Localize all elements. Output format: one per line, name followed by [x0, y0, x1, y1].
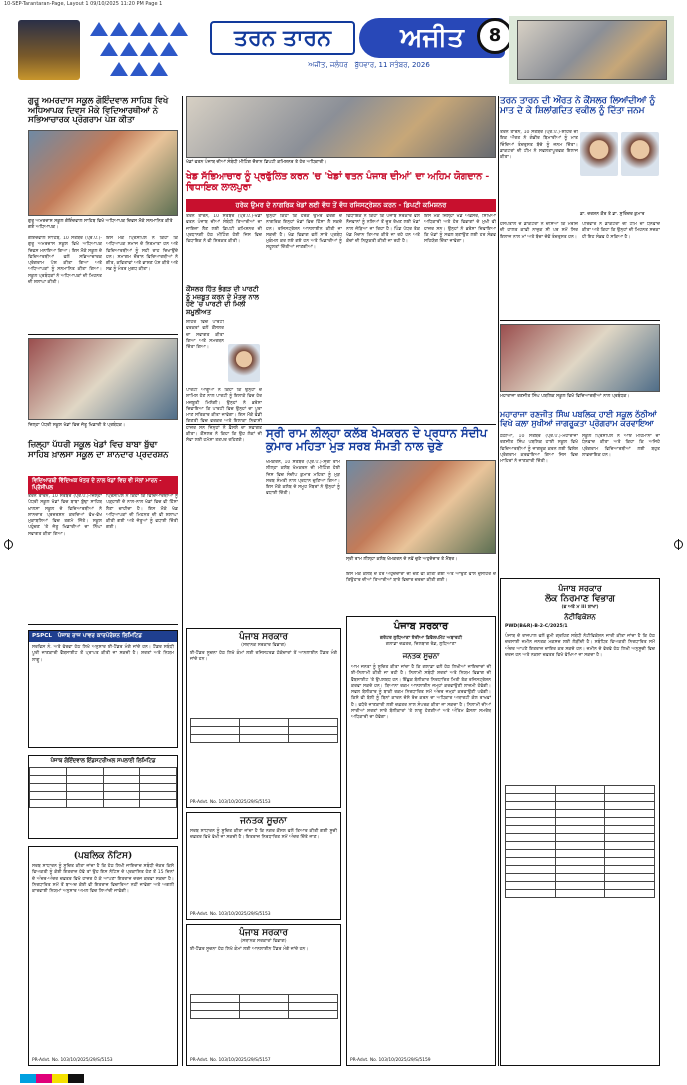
masthead-left-decor — [14, 16, 192, 84]
right-mid-body-b: ਸਕੂਲ ਪ੍ਰਿੰਸੀਪਲ ਨੇ ਆਏ ਮਹਿਮਾਨਾਂ ਦਾ ਧੰਨਵਾਦ ਕੀਤਾ ਅਤੇ ਕਿਹਾ ਕਿ ਅਜਿਹੇ ਪ੍ਰੋਗਰਾਮ ਵਿਦਿਆਰਥੀਆਂ ਲਈ ਬਹੁਤ ਲਾਭਦਾਇਕ ਹਨ। — [582, 434, 660, 458]
pwd-notification-ad: ਪੰਜਾਬ ਸਰਕਾਰ ਲੋਕ ਨਿਰਮਾਣ ਵਿਭਾਗ (ਭ ਅਤੇ ਮ III ਸ਼ਾਖਾ) ਨੋਟੀਫਿਕੇਸ਼ਨ PWD(B&R)-B-2-C/2025/1 ਪੰਜਾਬ ਦੇ ਰਾਜਪਾਲ ਵਲੋਂ ਭੂਮੀ ਗ੍ਰਹਿਣ ਸਬੰਧੀ ਨੋਟੀਫਿਕੇਸ਼ਨ ਜਾਰੀ ਕੀਤਾ ਜਾਂਦਾ ਹੈ ਕਿ ਹੇਠ ਦਰਸਾਈ ਜ਼ਮੀਨ ਜਨਤਕ ਮਕਸਦ ਲਈ ਲੋੜੀਂਦੀ ਹੈ। ਸਬੰਧਿਤ ਵਿਅਕਤੀ ਨਿਰਧਾਰਿਤ ਸਮੇਂ ਅੰਦਰ ਆਪਣੇ ਇਤਰਾਜ਼ ਦਾਇਰ ਕਰ ਸਕਦੇ ਹਨ। ਜ਼ਮੀਨ ਦੇ ਵੇਰਵੇ ਹੇਠ ਲਿਖੀ ਅਨੁਸੂਚੀ ਵਿਚ ਦਰਜ ਹਨ ਅਤੇ ਨਕਸ਼ਾ ਦਫ਼ਤਰ ਵਿਖੇ ਵੇਖਿਆ ਜਾ ਸਕਦਾ ਹੈ। — [500, 578, 660, 1066]
color-bar — [68, 1074, 84, 1083]
masthead-right-decor — [509, 16, 674, 84]
doctor-portrait-1 — [580, 132, 618, 176]
center-side-story: ਕੌਂਸਲਰ ਹਿੱਤ ਭੰਗੜ ਦੀ ਪਾਰਟੀ ਨੂੰ ਮਜ਼ਬੂਤ ਕਰਨ ਦੇ ਮੰਤਵ ਨਾਲ ਹੋਏ 'ਚ ਪਾਰਟੀ ਦੀ ਮਿਲੀ ਸ਼ਮੂਲੀਅਤ — [186, 285, 259, 316]
center-headline: ਖੇਡ ਸੱਭਿਆਚਾਰ ਨੂੰ ਪ੍ਰਫੁੱਲਿਤ ਕਰਨ 'ਚ 'ਖੇਡਾਂ ਵਤਨ ਪੰਜਾਬ ਦੀਆਂ' ਦਾ ਅਹਿਮ ਯੋਗਦਾਨ - ਵਿਧਾਇਕ ਲਾਲਪੁਰਾ — [186, 171, 490, 193]
temple-photo — [18, 20, 80, 80]
right-top-body-a: ਤਰਨ ਤਾਰਨ, 10 ਸਤੰਬਰ (ਪ੍ਰ.ਪ.)-ਸ਼ਹਿਰ ਦੀ ਇਕ ਔਰਤ ਨੇ ਗੰਭੀਰ ਬਿਮਾਰੀਆਂ ਨੂੰ ਮਾਤ ਦਿੰਦਿਆਂ ਤੰਦਰੁਸਤ ਬੱਚੇ ਨੂੰ ਜਨਮ ਦਿੱਤਾ। ਡਾਕਟਰਾਂ ਦੀ ਟੀਮ ਨੇ ਸਫਲਤਾਪੂਰਵਕ ਇਲਾਜ ਕੀਤਾ। — [500, 130, 578, 161]
councillor-portrait — [228, 344, 260, 382]
right-mid-caption: ਮਹਾਰਾਜਾ ਰਣਜੀਤ ਸਿੰਘ ਪਬਲਿਕ ਸਕੂਲ ਵਿਖੇ ਵਿਦਿਆਰਥੀਆਂ ਨਾਲ ਪ੍ਰਬੰਧਕ। — [500, 394, 630, 399]
color-bar — [52, 1074, 68, 1083]
pspcl-ad: PSPCL ਪੰਜਾਬ ਰਾਜ ਪਾਵਰ ਕਾਰਪੋਰੇਸ਼ਨ ਲਿਮਿਟਿਡ ਸਰਵਿਸ ਨੰ. ਅਤੇ ਵੇਰਵਾ ਹੇਠ ਲਿਖੇ ਅਨੁਸਾਰ ਈ-ਟੈਂਡਰ ਮੰਗੇ ਜਾਂਦੇ ਹਨ। ਟੈਂਡਰ ਸਬੰਧੀ ਪੂਰੀ ਜਾਣਕਾਰੀ ਵੈੱਬਸਾਈਟ ਤੋਂ ਪ੍ਰਾਪਤ ਕੀਤੀ ਜਾ ਸਕਦੀ ਹੈ। ਸ਼ਰਤਾਂ ਅਤੇ ਨਿਯਮ ਲਾਗੂ। — [28, 630, 178, 748]
registration-mark-left — [4, 540, 13, 549]
pwd-table — [505, 785, 655, 898]
industrial-table-ad: ਪੰਜਾਬ ਗੋਇੰਦਵਾਲ ਇੰਡਸਟਰੀਅਲ ਸਪਲਾਈ ਲਿਮਿਟਿਡ — [28, 755, 178, 839]
right-top-body-c: ਪਰਿਵਾਰ ਨੇ ਡਾਕਟਰਾਂ ਦੀ ਟੀਮ ਦਾ ਧੰਨਵਾਦ ਕੀਤਾ ਅਤੇ ਕਿਹਾ ਕਿ ਉਨ੍ਹਾਂ ਦੀ ਮਿਹਨਤ ਸਦਕਾ ਹੀ ਇਹ ਸੰਭਵ ਹੋ ਸਕਿਆ ਹੈ। — [582, 222, 660, 240]
building-photo — [517, 20, 667, 80]
center-body-e: ਪਾਰਟੀ ਆਗੂਆਂ ਨੇ ਕਿਹਾ ਕਿ ਉਨ੍ਹਾਂ ਦੇ ਸ਼ਾਮਿਲ ਹੋਣ ਨਾਲ ਪਾਰਟੀ ਨੂੰ ਇਲਾਕੇ ਵਿਚ ਹੋਰ ਮਜ਼ਬੂਤੀ ਮਿਲੇਗੀ। ਉਨ੍ਹਾਂ ਨੇ ਭਰੋਸਾ ਦਿਵਾਇਆ ਕਿ ਪਾਰਟੀ ਵਿਚ ਉਨ੍ਹਾਂ ਦਾ ਪੂਰਾ ਮਾਣ ਸਤਿਕਾਰ ਕੀਤਾ ਜਾਵੇਗਾ। ਇਸ ਮੌਕੇ ਵੱਡੀ ਗਿਣਤੀ ਵਿਚ ਵਰਕਰ ਅਤੇ ਇਲਾਕਾ ਨਿਵਾਸੀ ਹਾਜ਼ਰ ਸਨ ਜਿਨ੍ਹਾਂ ਨੇ ਫ਼ੈਸਲੇ ਦਾ ਸਵਾਗਤ ਕੀਤਾ। ਕੌਂਸਲਰ ਨੇ ਕਿਹਾ ਕਿ ਉਹ ਲੋਕਾਂ ਦੀ ਸੇਵਾ ਲਈ ਹਮੇਸ਼ਾ ਤਤਪਰ ਰਹਿਣਗੇ। — [186, 388, 262, 444]
page-number: 8 — [477, 18, 513, 54]
school-event-photo — [500, 324, 660, 392]
registration-mark-right — [674, 540, 683, 549]
ramlila-caption: ਸ੍ਰੀ ਰਾਮ ਲੀਲ੍ਹਾ ਕਲੱਬ ਖੇਮਕਰਨ ਦੇ ਨਵੇਂ ਚੁਣੇ ਅਹੁਦੇਦਾਰ ਤੇ ਮੈਂਬਰ। — [346, 557, 458, 562]
left-mid-caption: ਜ਼ਿਲ੍ਹਾ ਪੱਧਰੀ ਸਕੂਲ ਖੇਡਾਂ ਵਿਚ ਜੇਤੂ ਖਿਡਾਰੀ ਤੇ ਪ੍ਰਬੰਧਕ। — [28, 423, 126, 428]
right-mid-body-a: ਠੱਠੀਆਂ, 10 ਸਤੰਬਰ (ਪ੍ਰ.ਪ.)-ਮਹਾਰਾਜਾ ਰਣਜੀਤ ਸਿੰਘ ਪਬਲਿਕ ਹਾਈ ਸਕੂਲ ਵਿਖੇ ਵਿਦਿਆਰਥੀਆਂ ਨੂੰ ਜਾਗਰੂਕ ਕਰਨ ਲਈ ਵਿਸ਼ੇਸ਼ ਪ੍ਰੋਗਰਾਮ ਕਰਵਾਇਆ ਗਿਆ ਜਿਸ ਵਿਚ ਮਾਹਿਰਾਂ ਨੇ ਜਾਣਕਾਰੀ ਦਿੱਤੀ। — [500, 434, 578, 465]
doctor-portrait-2 — [621, 132, 659, 176]
dateline: ਅਜੀਤ, ਜਲੰਧਰ ਬੁੱਧਵਾਰ, 11 ਸਤੰਬਰ, 2026 — [308, 61, 430, 69]
meeting-photo — [186, 96, 496, 158]
color-bar — [20, 1074, 36, 1083]
masthead — [14, 16, 674, 84]
ramlila-headline: ਸ੍ਰੀ ਰਾਮ ਲੀਲ੍ਹਾ ਕਲੱਬ ਖੇਮਕਰਨ ਦੇ ਪ੍ਰਧਾਨ ਸੰਦੀਪ ਕੁਮਾਰ ਮਹਿਤਾ ਮੁੜ ਸਰਬ ਸੰਮਤੀ ਨਾਲ ਚੁਣੇ — [266, 426, 488, 454]
paper-logo: ਅਜੀਤ — [359, 18, 505, 58]
right-top-headline: ਤਰਨ ਤਾਰਨ ਦੀ ਔਰਤ ਨੇ ਕੌਂਸਲਰ ਲਿਆਂਦੀਆਂ ਨੂੰ ਮਾਤ ਦੇ ਕੇ ਸ਼ਿਲਾਂਗਦਿਤ ਵਕੀਲ ਨੂੰ ਦਿੱਤਾ ਜਨਮ — [500, 96, 656, 117]
ramlila-body-a: ਖੇਮਕਰਨ, 10 ਸਤੰਬਰ (ਪ੍ਰ.ਪ.)-ਸ੍ਰੀ ਰਾਮ ਲੀਲ੍ਹਾ ਕਲੱਬ ਖੇਮਕਰਨ ਦੀ ਮੀਟਿੰਗ ਹੋਈ ਜਿਸ ਵਿਚ ਸੰਦੀਪ ਕੁਮਾਰ ਮਹਿਤਾ ਨੂੰ ਮੁੜ ਸਰਬ ਸੰਮਤੀ ਨਾਲ ਪ੍ਰਧਾਨ ਚੁਣਿਆ ਗਿਆ। ਇਸ ਮੌਕੇ ਕਲੱਬ ਦੇ ਸਮੂਹ ਮੈਂਬਰਾਂ ਨੇ ਉਨ੍ਹਾਂ ਨੂੰ ਵਧਾਈ ਦਿੱਤੀ। — [266, 460, 340, 497]
punjab-sarkar-ad-1: ਪੰਜਾਬ ਸਰਕਾਰ (ਸਥਾਨਕ ਸਰਕਾਰ ਵਿਭਾਗ) ਈ-ਟੈਂਡਰ ਸੂਚਨਾ ਹੇਠ ਲਿਖੇ ਕੰਮਾਂ ਲਈ ਰਜਿਸਟਰਡ ਠੇਕੇਦਾਰਾਂ ਤੋਂ ਆਨਲਾਈਨ ਟੈਂਡਰ ਮੰਗੇ ਜਾਂਦੇ ਹਨ। PR-Advt. No. 103/10/2025/29/S/5153 — [186, 628, 341, 808]
sports-group-photo — [28, 338, 178, 420]
center-side-body: ਸ਼ਹਿਰ ਵਿਚ ਪਾਰਟੀ ਵਰਕਰਾਂ ਵਲੋਂ ਕੌਂਸਲਰ ਦਾ ਸਵਾਗਤ ਕੀਤਾ ਗਿਆ ਅਤੇ ਸਮਰਥਨ ਦਿੱਤਾ ਗਿਆ। — [186, 320, 224, 351]
ad-table — [29, 767, 177, 808]
center-body-c: ਵਿਧਾਇਕ ਨੇ ਕਿਹਾ ਕਿ ਪੰਜਾਬ ਸਰਕਾਰ ਵਲੋਂ ਨੌਜਵਾਨਾਂ ਨੂੰ ਨਸ਼ਿਆਂ ਤੋਂ ਦੂਰ ਰੱਖਣ ਲਈ ਖੇਡਾਂ ਨਾਲ ਜੋੜਿਆ ਜਾ ਰਿਹਾ ਹੈ। ਪਿੰਡ ਪੱਧਰ ਤੱਕ ਖੇਡ ਮੈਦਾਨ ਤਿਆਰ ਕੀਤੇ ਜਾ ਰਹੇ ਹਨ ਅਤੇ ਕੋਚਾਂ ਦੀ ਨਿਯੁਕਤੀ ਕੀਤੀ ਜਾ ਰਹੀ ਹੈ। — [346, 214, 420, 245]
ramlila-group-photo — [346, 460, 496, 554]
ramlila-body-b: ਇਸ ਮੌਕੇ ਕਲੱਬ ਦੇ ਹੋਰ ਅਹੁਦੇਦਾਰਾਂ ਦੀ ਚੋਣ ਵੀ ਕੀਤੀ ਗਈ ਅਤੇ ਆਉਣ ਵਾਲੇ ਦੁਸਹਿਰੇ ਦੇ ਤਿਉਹਾਰ ਦੀਆਂ ਤਿਆਰੀਆਂ ਬਾਰੇ ਵਿਚਾਰ ਚਰਚਾ ਕੀਤੀ ਗਈ। — [346, 572, 496, 584]
color-bar — [36, 1074, 52, 1083]
left-mid-body-a: ਤਰਨ ਤਾਰਨ, 10 ਸਤੰਬਰ (ਪ੍ਰ.ਪ.)-ਜ਼ਿਲ੍ਹਾ ਪੱਧਰੀ ਸਕੂਲ ਖੇਡਾਂ ਵਿਚ ਬਾਬਾ ਬੁੱਢਾ ਸਾਹਿਬ ਖ਼ਾਲਸਾ ਸਕੂਲ ਦੇ ਵਿਦਿਆਰਥੀਆਂ ਨੇ ਸ਼ਾਨਦਾਰ ਪ੍ਰਦਰਸ਼ਨ ਕਰਦਿਆਂ ਵੱਖ-ਵੱਖ ਮੁਕਾਬਲਿਆਂ ਵਿਚ ਤਗਮੇ ਜਿੱਤੇ। ਸਕੂਲ ਪਹੁੰਚਣ 'ਤੇ ਜੇਤੂ ਖਿਡਾਰੀਆਂ ਦਾ ਨਿੱਘਾ ਸਵਾਗਤ ਕੀਤਾ ਗਿਆ। — [28, 494, 102, 537]
right-mid-headline: ਮਹਾਰਾਜਾ ਰਣਜੀਤ ਸਿੰਘ ਪਬਲਿਕ ਹਾਈ ਸਕੂਲ ਠੱਠੀਆਂ ਵਿਖੇ ਕਲਾ ਸੁਖੀਆਂ ਜਾਗਰੂਕਤਾ ਪ੍ਰੋਗਰਾਮ ਕਰਵਾਇਆ — [500, 409, 657, 429]
left-top-headline: ਗੁਰੂ ਅਮਰਦਾਸ ਸਕੂਲ ਗੋਇੰਦਵਾਲ ਸਾਹਿਬ ਵਿਖੇ ਅਧਿਆਪਕ ਦਿਵਸ ਮੌਕੇ ਵਿਦਿਆਰਥੀਆਂ ਨੇ ਸਭਿਆਚਾਰਕ ਪ੍ਰੋਗਰਾਮ ਪੇਸ਼ ਕੀਤਾ — [28, 95, 169, 125]
ad-table-2 — [190, 994, 338, 1019]
center-redbar: ਹਰੇਕ ਉਮਰ ਦੇ ਨਾਗਰਿਕ ਖੇਡਾਂ ਲਈ ਵੱਧ ਤੋਂ ਵੱਧ ਰਜਿਸਟ੍ਰੇਸ਼ਨ ਕਰਨ - ਡਿਪਟੀ ਕਮਿਸ਼ਨਰ — [186, 199, 496, 212]
page-slug: 10-SEP-Tarantaran-Page, Layout 1 09/10/2025 11:20 PM Page 1 — [4, 1, 163, 7]
left-mid-body-b: ਪ੍ਰਿੰਸੀਪਲ ਨੇ ਕਿਹਾ ਕਿ ਵਿਦਿਆਰਥੀਆਂ ਨੂੰ ਪੜ੍ਹਾਈ ਦੇ ਨਾਲ-ਨਾਲ ਖੇਡਾਂ ਵਿਚ ਵੀ ਹਿੱਸਾ ਲੈਣਾ ਚਾਹੀਦਾ ਹੈ। ਇਸ ਮੌਕੇ ਖੇਡ ਅਧਿਆਪਕਾਂ ਦੀ ਮਿਹਨਤ ਦੀ ਵੀ ਸ਼ਲਾਘਾ ਕੀਤੀ ਗਈ ਅਤੇ ਜੇਤੂਆਂ ਨੂੰ ਵਧਾਈ ਦਿੱਤੀ ਗਈ। — [106, 494, 178, 531]
center-body-d: ਇਸ ਮੌਕੇ ਜ਼ਿਲ੍ਹਾ ਖੇਡ ਅਫ਼ਸਰ, ਸਿੱਖਿਆ ਅਧਿਕਾਰੀ ਅਤੇ ਹੋਰ ਵਿਭਾਗਾਂ ਦੇ ਮੁਖੀ ਵੀ ਹਾਜ਼ਰ ਸਨ। ਉਨ੍ਹਾਂ ਨੇ ਭਰੋਸਾ ਦਿਵਾਇਆ ਕਿ ਖੇਡਾਂ ਨੂੰ ਸਫਲ ਬਣਾਉਣ ਲਈ ਹਰ ਸੰਭਵ ਸਹਿਯੋਗ ਦਿੱਤਾ ਜਾਵੇਗਾ। — [424, 214, 496, 245]
glada-ad: ਪੰਜਾਬ ਸਰਕਾਰ ਗਰੇਟਰ ਲੁਧਿਆਣਾ ਏਰੀਆ ਡਿਵੈਲਪਮੈਂਟ ਅਥਾਰਟੀ ਗਲਾਡਾ ਦਫ਼ਤਰ, ਦਿਲਬਾਗ ਰੋਡ, ਲੁਧਿਆਣਾ ਜਨਤਕ ਸੂਚਨਾ ਆਮ ਜਨਤਾ ਨੂੰ ਸੂਚਿਤ ਕੀਤਾ ਜਾਂਦਾ ਹੈ ਕਿ ਗਲਾਡਾ ਵਲੋਂ ਹੇਠ ਲਿਖੀਆਂ ਜਾਇਦਾਦਾਂ ਦੀ ਈ-ਨਿਲਾਮੀ ਕੀਤੀ ਜਾ ਰਹੀ ਹੈ। ਨਿਲਾਮੀ ਸਬੰਧੀ ਸ਼ਰਤਾਂ ਅਤੇ ਨਿਯਮ ਵਿਭਾਗ ਦੀ ਵੈੱਬਸਾਈਟ 'ਤੇ ਉਪਲਬਧ ਹਨ। ਇੱਛੁਕ ਬੋਲੀਕਾਰ ਨਿਰਧਾਰਿਤ ਮਿਤੀ ਤੱਕ ਰਜਿਸਟ੍ਰੇਸ਼ਨ ਕਰਵਾ ਸਕਦੇ ਹਨ। ਬਿਆਨਾ ਰਕਮ ਆਨਲਾਈਨ ਜਮ੍ਹਾਂ ਕਰਵਾਉਣੀ ਲਾਜ਼ਮੀ ਹੋਵੇਗੀ। ਸਫਲ ਬੋਲੀਕਾਰ ਨੂੰ ਬਾਕੀ ਰਕਮ ਨਿਰਧਾਰਿਤ ਸਮੇਂ ਅੰਦਰ ਜਮ੍ਹਾਂ ਕਰਵਾਉਣੀ ਪਵੇਗੀ। ਕਿਸੇ ਵੀ ਬੋਲੀ ਨੂੰ ਬਿਨਾਂ ਕਾਰਨ ਦੱਸੇ ਰੱਦ ਕਰਨ ਦਾ ਅਧਿਕਾਰ ਅਥਾਰਟੀ ਕੋਲ ਰਾਖਵਾਂ ਹੈ। ਵਧੇਰੇ ਜਾਣਕਾਰੀ ਲਈ ਦਫ਼ਤਰ ਨਾਲ ਸੰਪਰਕ ਕੀਤਾ ਜਾ ਸਕਦਾ ਹੈ। ਨਿਲਾਮੀ ਦੀਆਂ ਸਾਰੀਆਂ ਸ਼ਰਤਾਂ ਸਾਰੇ ਬੋਲੀਕਾਰਾਂ 'ਤੇ ਲਾਗੂ ਹੋਣਗੀਆਂ ਅਤੇ ਅੰਤਿਮ ਫ਼ੈਸਲਾ ਸਮਰੱਥ ਅਧਿਕਾਰੀ ਦਾ ਹੋਵੇਗਾ। PR-Advt. No. 103/10/2025/29/S/5159 — [346, 616, 496, 1066]
left-mid-redbar: ਵਿਦਿਆਰਥੀ ਵਿੱਦਿਅਕ ਖੇਤਰ ਦੇ ਨਾਲ ਖੇਡਾਂ ਵਿਚ ਵੀ ਮੱਲਾਂ ਮਾਰਨ - ਪ੍ਰਿੰਸੀਪਲ — [28, 476, 178, 494]
left-top-body-b: ਇਸ ਮੌਕੇ ਪ੍ਰਿੰਸੀਪਲ ਨੇ ਕਿਹਾ ਕਿ ਅਧਿਆਪਕ ਸਮਾਜ ਦੇ ਨਿਰਮਾਤਾ ਹਨ ਅਤੇ ਵਿਦਿਆਰਥੀਆਂ ਨੂੰ ਸਹੀ ਰਾਹ ਦਿਖਾਉਂਦੇ ਹਨ। ਸਮਾਗਮ ਦੌਰਾਨ ਵਿਦਿਆਰਥੀਆਂ ਨੇ ਗੀਤ, ਕਵਿਤਾਵਾਂ ਅਤੇ ਭਾਸ਼ਣ ਪੇਸ਼ ਕੀਤੇ ਅਤੇ ਸਭ ਨੂੰ ਮੰਤਰ ਮੁਗਧ ਕੀਤਾ। — [106, 236, 178, 273]
masthead-center — [194, 16, 509, 84]
punjab-sarkar-ad-2: ਪੰਜਾਬ ਸਰਕਾਰ (ਸਥਾਨਕ ਸਰਕਾਰਾਂ ਵਿਭਾਗ) ਈ-ਟੈਂਡਰ ਸੂਚਨਾ ਹੇਠ ਲਿਖੇ ਕੰਮਾਂ ਲਈ ਆਨਲਾਈਨ ਟੈਂਡਰ ਮੰਗੇ ਜਾਂਦੇ ਹਨ। PR-Advt. No. 103/10/2025/29/S/5157 — [186, 924, 341, 1066]
right-top-body-b: ਹਸਪਤਾਲ ਦੇ ਡਾਕਟਰਾਂ ਨੇ ਦੱਸਿਆ ਕਿ ਮਰੀਜ਼ ਦੀ ਹਾਲਤ ਕਾਫ਼ੀ ਨਾਜ਼ੁਕ ਸੀ ਪਰ ਸਮੇਂ ਸਿਰ ਇਲਾਜ ਨਾਲ ਮਾਂ ਅਤੇ ਬੱਚਾ ਦੋਵੇਂ ਤੰਦਰੁਸਤ ਹਨ। — [500, 222, 578, 240]
right-top-caption: ਡਾ. ਦਰਸ਼ਨ ਕੌਰ ਤੇ ਡਾ. ਸੁਰਿੰਦਰ ਕੁਮਾਰ — [580, 212, 645, 217]
center-body-a: ਤਰਨ ਤਾਰਨ, 10 ਸਤੰਬਰ (ਪ੍ਰ.ਪ.)-ਖੇਡਾਂ ਵਤਨ ਪੰਜਾਬ ਦੀਆਂ ਸੰਬੰਧੀ ਤਿਆਰੀਆਂ ਦਾ ਜਾਇਜ਼ਾ ਲੈਣ ਲਈ ਡਿਪਟੀ ਕਮਿਸ਼ਨਰ ਦੀ ਪ੍ਰਧਾਨਗੀ ਹੇਠ ਮੀਟਿੰਗ ਹੋਈ ਜਿਸ ਵਿਚ ਵਿਧਾਇਕ ਨੇ ਵੀ ਸ਼ਿਰਕਤ ਕੀਤੀ। — [186, 214, 262, 245]
ad-table-1 — [190, 718, 338, 743]
jantak-suchna-ad: ਜਨਤਕ ਸੂਚਨਾ ਸਰਬ ਸਾਧਾਰਨ ਨੂੰ ਸੂਚਿਤ ਕੀਤਾ ਜਾਂਦਾ ਹੈ ਕਿ ਨਗਰ ਕੌਂਸਲ ਵਲੋਂ ਤਿਆਰ ਕੀਤੀ ਗਈ ਸੂਚੀ ਦਫ਼ਤਰ ਵਿਖੇ ਵੇਖੀ ਜਾ ਸਕਦੀ ਹੈ। ਇਤਰਾਜ਼ ਨਿਰਧਾਰਿਤ ਸਮੇਂ ਅੰਦਰ ਦਿੱਤੇ ਜਾਣ। PR-Advt. No. 103/10/2025/29/S/5153 — [186, 812, 341, 920]
city-name: ਤਰਨ ਤਾਰਨ — [210, 21, 355, 55]
center-body-b: ਉਨ੍ਹਾਂ ਕਿਹਾ ਕਿ ਹਰੇਕ ਉਮਰ ਵਰਗ ਦੇ ਨਾਗਰਿਕ ਇਨ੍ਹਾਂ ਖੇਡਾਂ ਵਿਚ ਹਿੱਸਾ ਲੈ ਸਕਦੇ ਹਨ। ਰਜਿਸਟ੍ਰੇਸ਼ਨ ਆਨਲਾਈਨ ਕੀਤੀ ਜਾ ਸਕਦੀ ਹੈ। ਖੇਡ ਵਿਭਾਗ ਵਲੋਂ ਸਾਰੇ ਪ੍ਰਬੰਧ ਮੁਕੰਮਲ ਕਰ ਲਏ ਗਏ ਹਨ ਅਤੇ ਖਿਡਾਰੀਆਂ ਨੂੰ ਸਹੂਲਤਾਂ ਦਿੱਤੀਆਂ ਜਾਣਗੀਆਂ। — [266, 214, 342, 251]
teachers-group-photo — [28, 130, 178, 216]
left-top-caption: ਗੁਰੂ ਅਮਰਦਾਸ ਸਕੂਲ ਗੋਇੰਦਵਾਲ ਸਾਹਿਬ ਵਿਖੇ ਅਧਿਆਪਕ ਦਿਵਸ ਮੌਕੇ ਸਨਮਾਨਿਤ ਕੀਤੇ ਗਏ ਅਧਿਆਪਕ। — [28, 219, 173, 230]
public-notice-ad: (ਪਬਲਿਕ ਨੋਟਿਸ) ਸਰਬ ਸਾਧਾਰਨ ਨੂੰ ਸੂਚਿਤ ਕੀਤਾ ਜਾਂਦਾ ਹੈ ਕਿ ਹੇਠ ਲਿਖੀ ਜਾਇਦਾਦ ਸਬੰਧੀ ਜੇਕਰ ਕਿਸੇ ਵਿਅਕਤੀ ਨੂੰ ਕੋਈ ਇਤਰਾਜ਼ ਹੋਵੇ ਤਾਂ ਉਹ ਇਸ ਨੋਟਿਸ ਦੇ ਪ੍ਰਕਾਸ਼ਿਤ ਹੋਣ ਤੋਂ 15 ਦਿਨਾਂ ਦੇ ਅੰਦਰ-ਅੰਦਰ ਦਫ਼ਤਰ ਵਿਖੇ ਹਾਜ਼ਰ ਹੋ ਕੇ ਆਪਣਾ ਇਤਰਾਜ਼ ਦਰਜ ਕਰਵਾ ਸਕਦਾ ਹੈ। ਨਿਰਧਾਰਿਤ ਸਮੇਂ ਤੋਂ ਬਾਅਦ ਕੋਈ ਵੀ ਇਤਰਾਜ਼ ਵਿਚਾਰਿਆ ਨਹੀਂ ਜਾਵੇਗਾ ਅਤੇ ਅਗਲੀ ਕਾਰਵਾਈ ਨਿਯਮਾਂ ਅਨੁਸਾਰ ਅਮਲ ਵਿਚ ਲਿਆਂਦੀ ਜਾਵੇਗੀ। PR-Advt. No. 103/10/2025/29/S/5153 — [28, 846, 178, 1066]
left-top-body-a: ਗੋਇੰਦਵਾਲ ਸਾਹਿਬ, 10 ਸਤੰਬਰ (ਪ੍ਰ.ਪ.)-ਗੁਰੂ ਅਮਰਦਾਸ ਸਕੂਲ ਵਿਖੇ ਅਧਿਆਪਕ ਦਿਵਸ ਮਨਾਇਆ ਗਿਆ। ਇਸ ਮੌਕੇ ਸਕੂਲ ਦੇ ਵਿਦਿਆਰਥੀਆਂ ਵਲੋਂ ਸਭਿਆਚਾਰਕ ਪ੍ਰੋਗਰਾਮ ਪੇਸ਼ ਕੀਤਾ ਗਿਆ ਅਤੇ ਅਧਿਆਪਕਾਂ ਨੂੰ ਸਨਮਾਨਿਤ ਕੀਤਾ ਗਿਆ। ਸਕੂਲ ਪ੍ਰਬੰਧਕਾਂ ਨੇ ਅਧਿਆਪਕਾਂ ਦੀ ਮਿਹਨਤ ਦੀ ਸ਼ਲਾਘਾ ਕੀਤੀ। — [28, 236, 102, 286]
center-caption: ਖੇਡਾਂ ਵਤਨ ਪੰਜਾਬ ਦੀਆਂ ਸੰਬੰਧੀ ਮੀਟਿੰਗ ਦੌਰਾਨ ਡਿਪਟੀ ਕਮਿਸ਼ਨਰ ਤੇ ਹੋਰ ਅਧਿਕਾਰੀ। — [186, 160, 327, 165]
left-mid-headline: ਜ਼ਿਲ੍ਹਾ ਪੱਧਰੀ ਸਕੂਲ ਖੇਡਾਂ ਵਿਚ ਬਾਬਾ ਬੁੱਢਾ ਸਾਹਿਬ ਖ਼ਾਲਸਾ ਸਕੂਲ ਦਾ ਸ਼ਾਨਦਾਰ ਪ੍ਰਦਰਸ਼ਨ — [28, 439, 169, 459]
